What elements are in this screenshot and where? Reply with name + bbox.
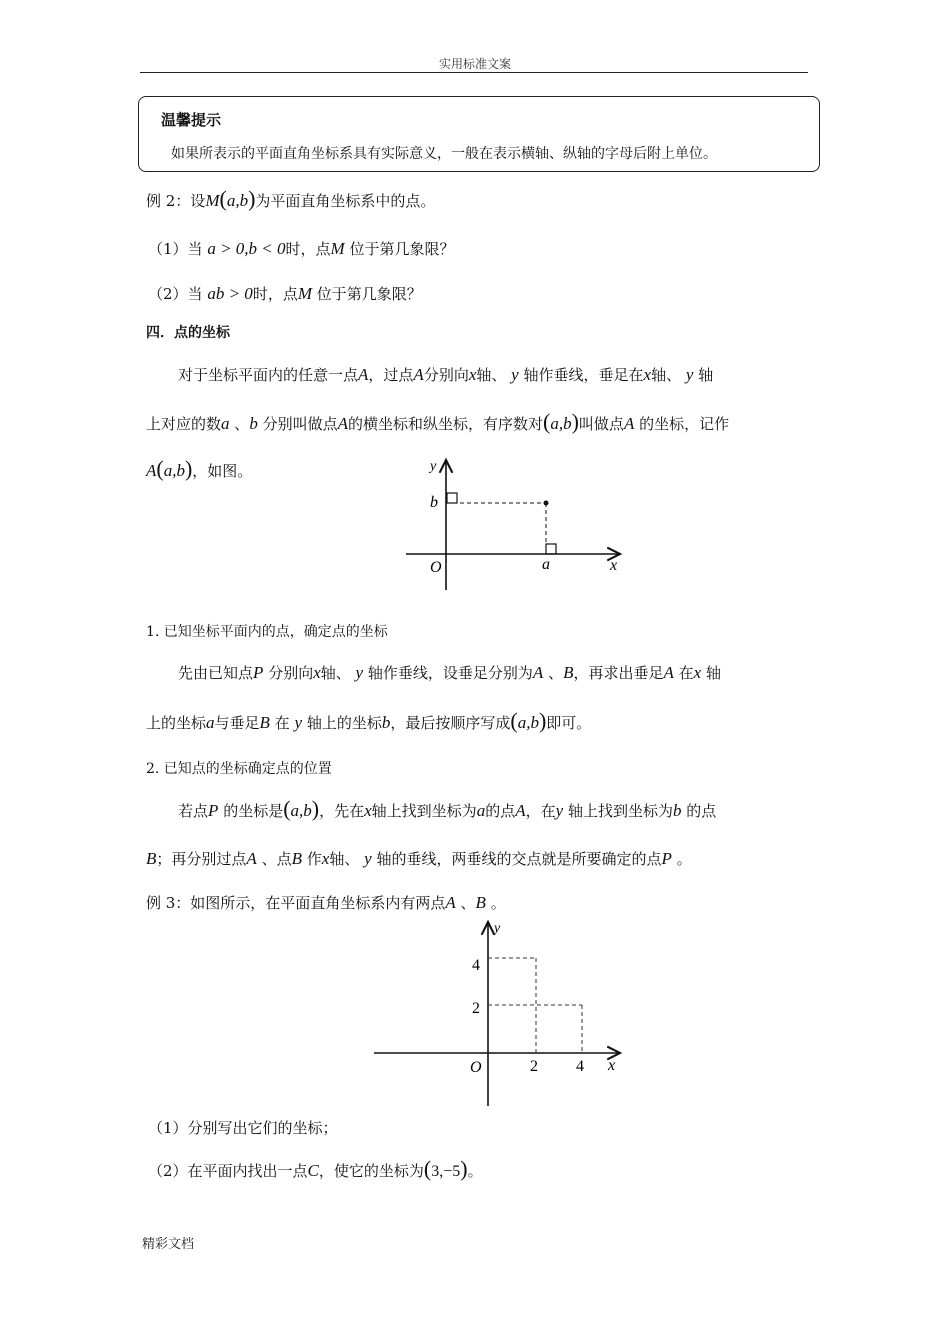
figure-point-coordinate — [400, 452, 630, 594]
example3-question2: （2）在平面内找出一点C，使它的坐标为(3,−5)。 — [148, 1156, 483, 1181]
origin-label: O — [470, 1059, 482, 1076]
x-tick-4: 4 — [576, 1058, 584, 1075]
point-a — [544, 501, 549, 506]
example3-intro: 例 3：如图所示，在平面直角坐标系内有两点A 、B 。 — [146, 893, 506, 912]
item1-line1: 先由已知点P 分别向x轴、 y 轴作垂线，设垂足分别为A 、B，再求出垂足A 在x 轴 — [178, 663, 722, 682]
origin-label: O — [430, 559, 442, 576]
right-angle-mark-x — [546, 544, 556, 554]
y-axis-label: y — [430, 459, 437, 474]
section4-para-line1: 对于坐标平面内的任意一点A，过点A分别向x轴、 y 轴作垂线，垂足在x轴、 y 轴 — [178, 365, 714, 384]
figure-two-points — [368, 912, 630, 1110]
example3-question1: （1）分别写出它们的坐标； — [148, 1119, 338, 1137]
a-label: a — [542, 556, 550, 573]
page-header-title: 实用标准文案 — [438, 57, 511, 71]
example2-question2: （2）当 ab > 0时，点M 位于第几象限？ — [148, 284, 422, 303]
x-axis-label: x — [608, 1057, 616, 1074]
example2-intro: 例 2：设M(a,b)为平面直角坐标系中的点。 — [146, 186, 436, 211]
item1-line2: 上的坐标a与垂足B 在 y 轴上的坐标b，最后按顺序写成(a,b)即可。 — [146, 708, 592, 733]
y-tick-2: 2 — [472, 1000, 480, 1017]
b-label: b — [430, 494, 438, 511]
section4-heading: 四．点的坐标 — [146, 325, 230, 341]
item2-line2: B；再分别过点A 、点B 作x轴、 y 轴的垂线，两垂线的交点就是所要确定的点P 。 — [146, 849, 692, 868]
item1-heading: 1. 已知坐标平面内的点，确定点的坐标 — [146, 624, 388, 640]
header-rule — [140, 72, 808, 73]
x-axis-label: x — [610, 557, 618, 574]
item2-line1: 若点P 的坐标是(a,b)，先在x轴上找到坐标为a的点A，在y 轴上找到坐标为b 的点 — [178, 796, 717, 821]
item2-heading: 2. 已知点的坐标确定点的位置 — [146, 761, 332, 777]
y-axis-label: y — [494, 921, 501, 936]
section4-para-line2: 上对应的数a 、b 分别叫做点A的横坐标和纵坐标，有序数对(a,b)叫做点A 的坐标，记作 — [146, 409, 730, 434]
tip-box — [138, 96, 820, 172]
page-footer: 精彩文档 — [142, 1237, 195, 1252]
y-tick-4: 4 — [472, 957, 480, 974]
right-angle-mark-y — [447, 493, 457, 503]
tip-body: 如果所表示的平面直角坐标系具有实际意义，一般在表示横轴、纵轴的字母后附上单位。 — [171, 146, 717, 162]
tip-title: 温馨提示 — [161, 111, 222, 129]
x-tick-2: 2 — [530, 1058, 538, 1075]
example2-question1: （1）当 a > 0,b < 0时，点M 位于第几象限？ — [148, 239, 455, 258]
section4-para-line3: A(a,b)，如图。 — [146, 456, 253, 481]
